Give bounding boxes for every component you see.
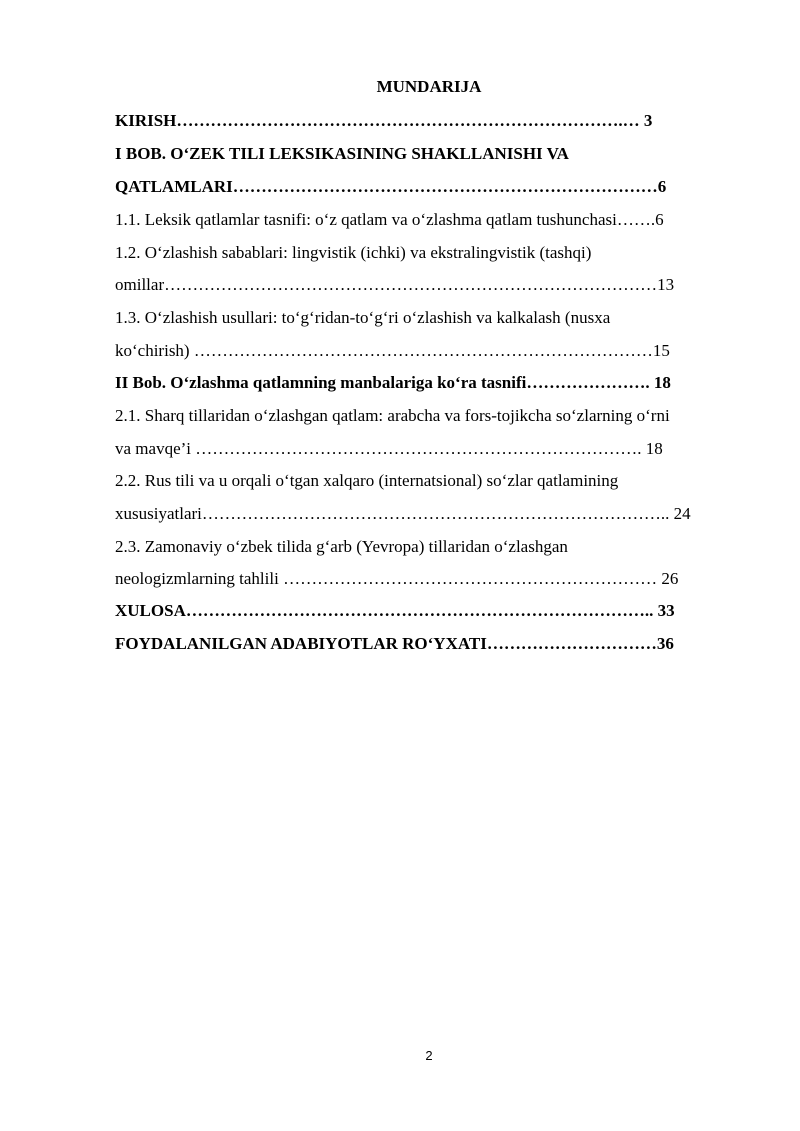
toc-section-1-3-cont: ko‘chirish) ………………………………………………………………………15 (115, 341, 670, 360)
toc-chapter-1-heading: I BOB. O‘ZEK TILI LEKSIKASINING SHAKLLANISHI VA (115, 144, 569, 163)
toc-title: MUNDARIJA (376, 77, 482, 96)
toc-entry-references: FOYDALANILGAN ADABIYOTLAR RO‘YXATI…………………………36 (115, 634, 674, 653)
toc-section-1-2-cont: omillar……………………………………………………………………………13 (115, 275, 675, 294)
toc-entry-kirish: KIRISH…………………………………………………………………….… 3 (115, 111, 653, 130)
page-number: 2 (425, 1048, 433, 1063)
toc-section-2-2-cont: xususiyatlari……………………………………………………………………….. 24 (115, 504, 691, 523)
toc-section-1-3: 1.3. O‘zlashish usullari: to‘g‘ridan-to‘g‘ri o‘zlashish va kalkalash (nusxa (115, 308, 611, 327)
toc-section-1-2: 1.2. O‘zlashish sabablari: lingvistik (ichki) va ekstralingvistik (tashqi) (115, 243, 592, 262)
toc-chapter-1-heading-cont: QATLAMLARI…………………………………………………………………6 (115, 177, 667, 196)
toc-section-2-2: 2.2. Rus tili va u orqali o‘tgan xalqaro (internatsional) so‘zlar qatlamining (115, 471, 619, 490)
toc-section-2-1: 2.1. Sharq tillaridan o‘zlashgan qatlam: arabcha va fors-tojikcha so‘zlarning o‘rni (115, 406, 670, 425)
toc-chapter-2-heading: II Bob. O‘zlashma qatlamning manbalariga ko‘ra tasnifi…………………. 18 (115, 373, 671, 392)
toc-section-2-3-cont: neologizmlarning tahlili ………………………………………………………… 26 (115, 569, 679, 588)
toc-section-2-3: 2.3. Zamonaviy o‘zbek tilida g‘arb (Yevropa) tillaridan o‘zlashgan (115, 537, 568, 556)
toc-section-1-1: 1.1. Leksik qatlamlar tasnifi: o‘z qatlam va o‘zlashma qatlam tushunchasi…….6 (115, 210, 664, 229)
toc-section-2-1-cont: va mavqe’i ……………………………………………………………………. 18 (115, 439, 663, 458)
toc-entry-xulosa: XULOSA……………………………………………………………………….. 33 (115, 601, 675, 620)
